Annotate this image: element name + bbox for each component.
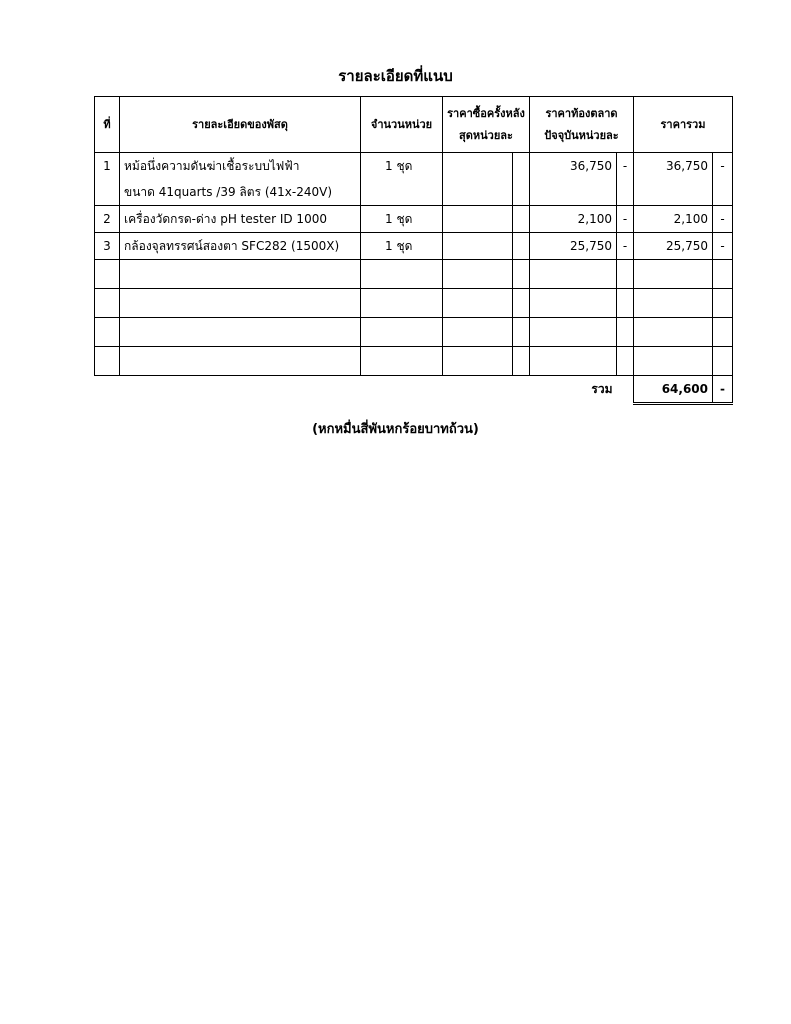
- row-number: 2: [95, 206, 120, 233]
- empty-table-row: [95, 318, 733, 347]
- header-last-purchase-price: ราคาซื้อครั้งหลังสุดหน่วยละ: [443, 97, 530, 153]
- document-title: รายละเอียดที่แนบ: [338, 67, 453, 85]
- table-row: [95, 233, 733, 260]
- row-total: 36,750: [634, 153, 713, 206]
- row-market-price-fraction: -: [617, 153, 634, 206]
- row-market-price-fraction: -: [617, 233, 634, 260]
- items-table: [94, 96, 733, 405]
- row-total-fraction: -: [713, 206, 733, 233]
- header-market-price: ราคาท้องตลาดปัจจุบันหน่วยละ: [530, 97, 634, 153]
- row-market-price: 36,750: [530, 153, 617, 206]
- header-quantity: จำนวนหน่วย: [361, 97, 443, 153]
- grand-total-fraction: -: [713, 376, 733, 404]
- empty-table-row: [95, 289, 733, 318]
- empty-table-row: [95, 347, 733, 376]
- table-row: [95, 206, 733, 233]
- table-row: [95, 153, 733, 206]
- row-description: [120, 206, 361, 233]
- row-number: 1: [95, 153, 120, 206]
- row-description: [120, 233, 361, 260]
- row-last-price-fraction: [513, 206, 530, 233]
- row-market-price: 2,100: [530, 206, 617, 233]
- grand-total: 64,600: [634, 376, 713, 404]
- row-quantity: 1 ชุด: [361, 206, 443, 233]
- description-line: เครื่องวัดกรด-ด่าง pH tester ID 1000: [124, 212, 327, 226]
- row-total-fraction: -: [713, 153, 733, 206]
- row-market-price-fraction: -: [617, 206, 634, 233]
- row-last-price-fraction: [513, 233, 530, 260]
- row-last-price: [443, 233, 513, 260]
- row-last-price: [443, 153, 513, 206]
- header-total-price: ราคารวม: [634, 97, 733, 153]
- row-last-price-fraction: [513, 153, 530, 206]
- row-description: [120, 153, 361, 206]
- row-last-price: [443, 206, 513, 233]
- header-no: ที่: [95, 97, 120, 153]
- row-quantity: 1 ชุด: [361, 233, 443, 260]
- description-line: หม้อนึ่งความดันฆ่าเชื้อระบบไฟฟ้า: [124, 159, 300, 173]
- header-description: รายละเอียดของพัสดุ: [120, 97, 361, 153]
- table-header-row: [95, 97, 733, 153]
- row-quantity: 1 ชุด: [361, 153, 443, 206]
- description-line: กล้องจุลทรรศน์สองตา SFC282 (1500X): [124, 239, 340, 253]
- table-total-row: [95, 376, 733, 404]
- row-total: 2,100: [634, 206, 713, 233]
- amount-in-words: (หกหมื่นสี่พันหกร้อยบาทถ้วน): [312, 422, 479, 437]
- description-line: ขนาด 41quarts /39 ลิตร (41x-240V): [124, 185, 333, 199]
- row-total-fraction: -: [713, 233, 733, 260]
- row-total: 25,750: [634, 233, 713, 260]
- total-label: รวม: [591, 382, 613, 396]
- empty-table-row: [95, 260, 733, 289]
- row-number: 3: [95, 233, 120, 260]
- row-market-price: 25,750: [530, 233, 617, 260]
